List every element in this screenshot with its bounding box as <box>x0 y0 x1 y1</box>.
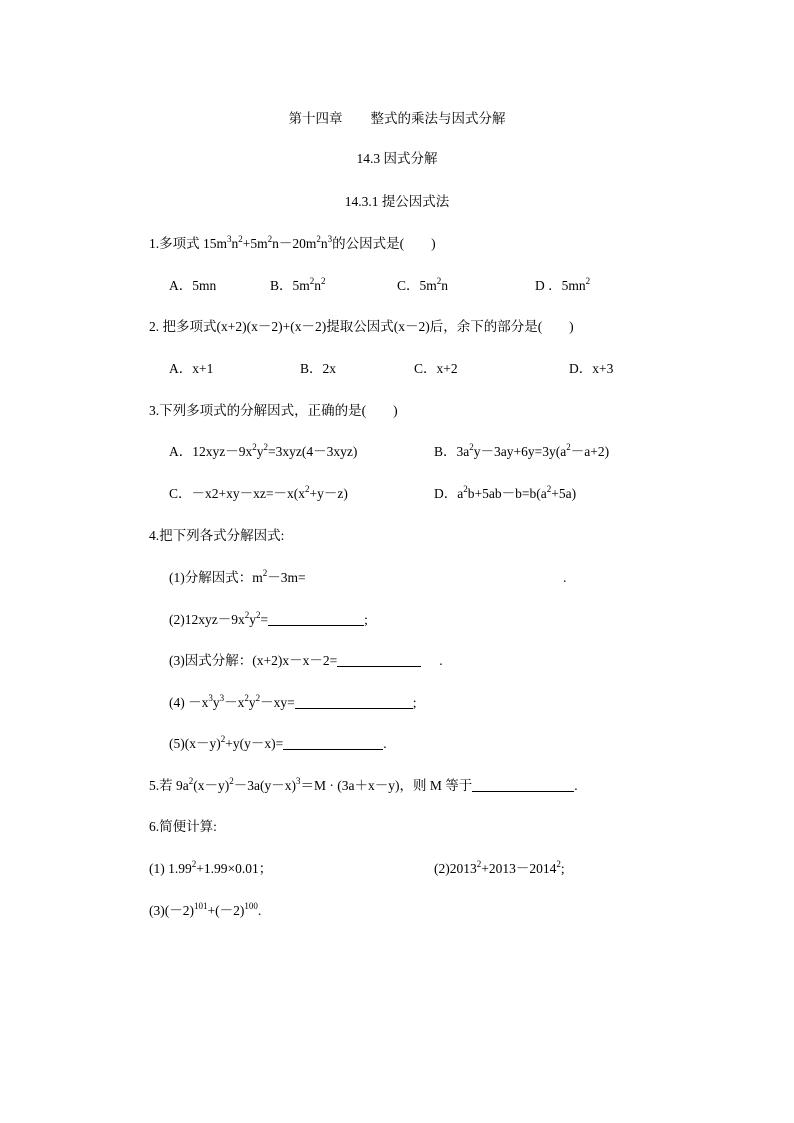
question-4-stem: 4.把下列各式分解因式: <box>149 528 285 543</box>
q3-option-b: B．$3a^2y-3ay+6y=3y(a^2-a+2)$ <box>434 442 610 459</box>
q4-part-1-end: . <box>563 570 567 585</box>
section-heading: 14.3 因式分解 <box>356 151 438 166</box>
q2-option-c: C．x+2 <box>414 361 458 376</box>
answer-blank[interactable] <box>295 695 413 709</box>
q4-part-2: $(2)12xyz-9x^2y^2=$ ; <box>169 610 368 627</box>
answer-blank[interactable] <box>337 653 421 667</box>
question-3-stem: 3.下列多项式的分解因式，正确的是( ) <box>149 403 398 418</box>
question-6-stem: 6.简便计算: <box>149 819 217 834</box>
subsection-heading: 14.3.1 提公因式法 <box>344 194 450 209</box>
q1-option-c: C．$5m^2n$ <box>397 276 449 293</box>
chapter-number: 第十四章 <box>288 111 343 126</box>
question-1-stem: 1.多项式 $15m^3n^2+5m^2n-20m^2n^3$的公因式是( ) <box>149 234 436 251</box>
q4-part-3: (3)因式分解：(x+2)x－x－2= . <box>169 653 443 668</box>
chapter-heading <box>0 110 794 128</box>
q6-part-2: $(2)2013^2+2013-2014^2$; <box>434 859 565 876</box>
q2-option-a: A．x+1 <box>169 361 214 376</box>
q4-part-1: (1)分解因式：$m^2-3m=$ <box>169 568 306 585</box>
chapter-title: 整式的乘法与因式分解 <box>370 111 506 126</box>
answer-blank[interactable] <box>268 612 364 626</box>
q1-option-b: B．$5m^2n^2$ <box>270 276 326 293</box>
answer-blank[interactable] <box>472 778 574 792</box>
q6-part-1: (1) $1.99^2+1.99\times 0.01$； <box>149 859 273 876</box>
q3-option-c: C．$-x2+xy-xz=-x(x^2+y-z)$ <box>169 484 348 501</box>
q3-option-d: D．$a^2b+5ab-b=b(a^2+5a)$ <box>434 484 577 501</box>
question-5: 5.若 $9a^2(x-y)^2-3a(y-x)^3=M \cdot (3a+x-y)$，则 M 等于 . <box>149 776 578 793</box>
q3-option-a: A．$12xyz-9x^2y^2=3xyz(4-3xyz)$ <box>169 442 358 459</box>
q2-option-b: B．2x <box>300 361 337 376</box>
q1-option-a: A．5mn <box>169 278 217 293</box>
q4-part-4: $(4) -x^3y^3-x^2y^2-xy=$ ; <box>169 693 417 710</box>
q4-part-5: $(5)(x-y)^2+y(y-x)=$ . <box>169 734 387 751</box>
q2-option-d: D．x+3 <box>569 361 614 376</box>
question-2-stem: 2. 把多项式(x+2)(x－2)+(x－2)提取公因式(x－2)后，余下的部分是( ) <box>149 319 574 334</box>
q1-option-d: D ．$5mn^2$ <box>535 276 591 293</box>
answer-blank[interactable] <box>283 736 383 750</box>
q6-part-3: $(3)(-2)^{101}+(-2)^{100}$. <box>149 901 262 918</box>
